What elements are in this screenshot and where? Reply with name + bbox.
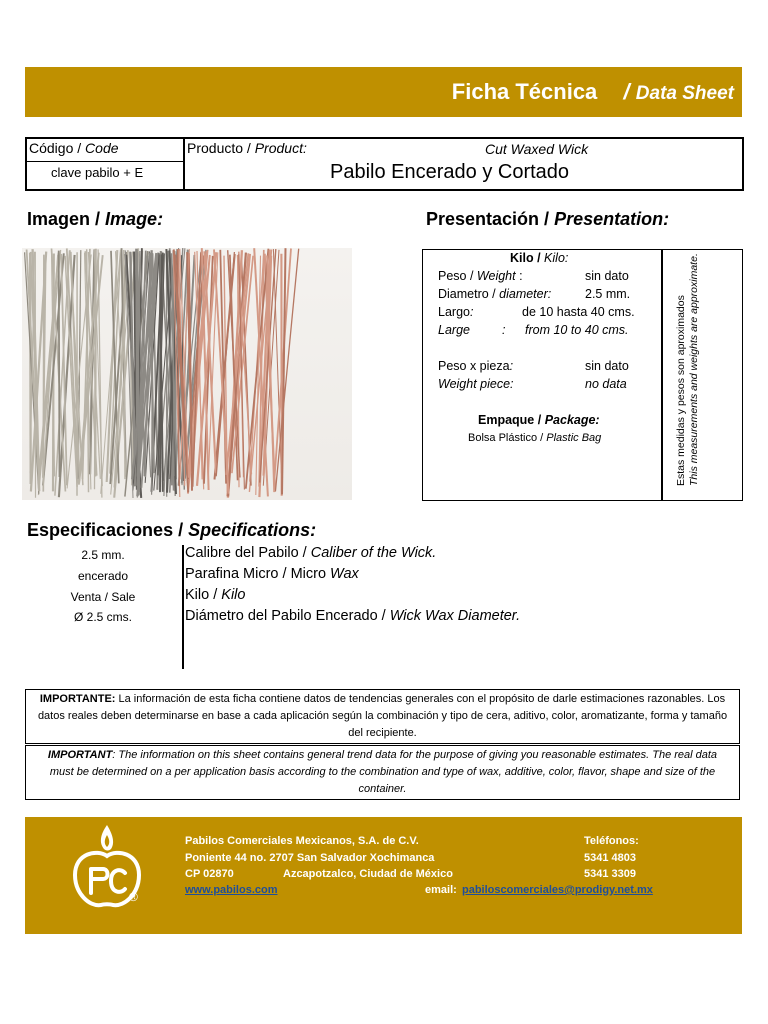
package-heading: Empaque / Package:	[478, 413, 600, 427]
website-link[interactable]: www.pabilos.com	[185, 884, 278, 896]
spec-desc-wax: Parafina Micro / Micro Wax	[185, 566, 359, 582]
product-label: Producto / Product:	[187, 140, 307, 156]
product-photo	[22, 248, 352, 500]
phone-1: 5341 4803	[584, 852, 636, 864]
weight-piece-label: Weight piece:	[438, 377, 514, 391]
footer-band	[25, 817, 742, 934]
phones-label: Teléfonos:	[584, 835, 639, 847]
presentation-heading: Presentación / Presentation:	[426, 209, 670, 229]
approximate-measurements-note: Estas medidas y pesos son aproximados This measurements and weights are approximate.	[675, 253, 700, 486]
spec-value-caliber: 2.5 mm.	[81, 548, 125, 562]
table-divider	[183, 139, 185, 189]
code-label: Código / Code	[29, 140, 119, 156]
spec-value-sale: Venta / Sale	[70, 590, 136, 604]
box-divider	[661, 250, 663, 500]
piece-weight-value: sin dato	[585, 359, 629, 373]
notice-spanish: IMPORTANTE: La información de esta ficha contiene datos de tendencias generales con el propósito de darle estimaciones razonables. Los datos reales deben determinarse en base a cada aplicación según la combinación y tipo de cera, aditivo, color, aromatizante, forma y tamaño del recipiente.	[25, 689, 740, 744]
weight-piece-value: no data	[585, 377, 627, 391]
length-label: Largo:	[438, 305, 474, 319]
page-subtitle: Data Sheet	[635, 83, 734, 104]
presentation-box	[422, 249, 743, 501]
waxed-wick-bundle-image	[22, 248, 352, 500]
weight-value: sin dato	[585, 269, 629, 283]
image-heading: Imagen / Image:	[27, 209, 164, 229]
length-value: de 10 hasta 40 cms.	[522, 305, 635, 319]
diameter-value: 2.5 mm.	[585, 287, 631, 301]
phone-2: 5341 3309	[584, 868, 636, 880]
spec-divider	[182, 545, 184, 669]
registered-mark: ®	[129, 890, 138, 904]
spec-desc-caliber: Calibre del Pabilo / Caliber of the Wick.	[185, 545, 437, 561]
kilo-heading: Kilo / Kilo:	[510, 251, 569, 265]
product-name-en: Cut Waxed Wick	[485, 141, 589, 157]
spec-value-diameter: Ø 2.5 cms.	[73, 610, 132, 624]
product-name-es: Pabilo Encerado y Cortado	[330, 161, 570, 183]
large-value: from 10 to 40 cms.	[525, 323, 629, 337]
email-label: email:	[425, 884, 457, 896]
email-link[interactable]: pabiloscomerciales@prodigy.net.mx	[462, 884, 653, 896]
spec-value-wax: encerado	[77, 569, 129, 583]
spec-desc-sale: Kilo / Kilo	[185, 587, 246, 603]
weight-label: Peso / Weight :	[438, 269, 523, 283]
piece-weight-label: Peso x pieza:	[438, 359, 514, 373]
city: Azcapotzalco, Ciudad de México	[283, 868, 453, 880]
diameter-label: Diametro / diameter:	[438, 287, 552, 301]
large-label: Large :	[438, 323, 506, 337]
spec-desc-diameter: Diámetro del Pabilo Encerado / Wick Wax Diameter.	[185, 608, 521, 624]
code-value: clave pabilo + E	[51, 165, 144, 180]
company-address: Poniente 44 no. 2707 San Salvador Xochimanca	[185, 852, 435, 864]
table-divider	[27, 161, 183, 162]
page-title: Ficha Técnica / Data Sheet	[451, 79, 734, 104]
specifications-heading: Especificaciones / Specifications:	[27, 520, 317, 540]
header-band	[25, 67, 742, 117]
product-code-table	[25, 137, 744, 191]
package-value: Bolsa Plástico / Plastic Bag	[468, 432, 602, 444]
notice-english: IMPORTANT: The information on this sheet contains general trend data for the purpose of giving you reasonable estimates. The real data must be determined on a per application basis according to the combination and type of wax, additive, color, flavor, shape and size of the container.	[25, 745, 740, 800]
postal-code: CP 02870	[185, 868, 234, 880]
company-name: Pabilos Comerciales Mexicanos, S.A. de C.V.	[185, 835, 419, 847]
